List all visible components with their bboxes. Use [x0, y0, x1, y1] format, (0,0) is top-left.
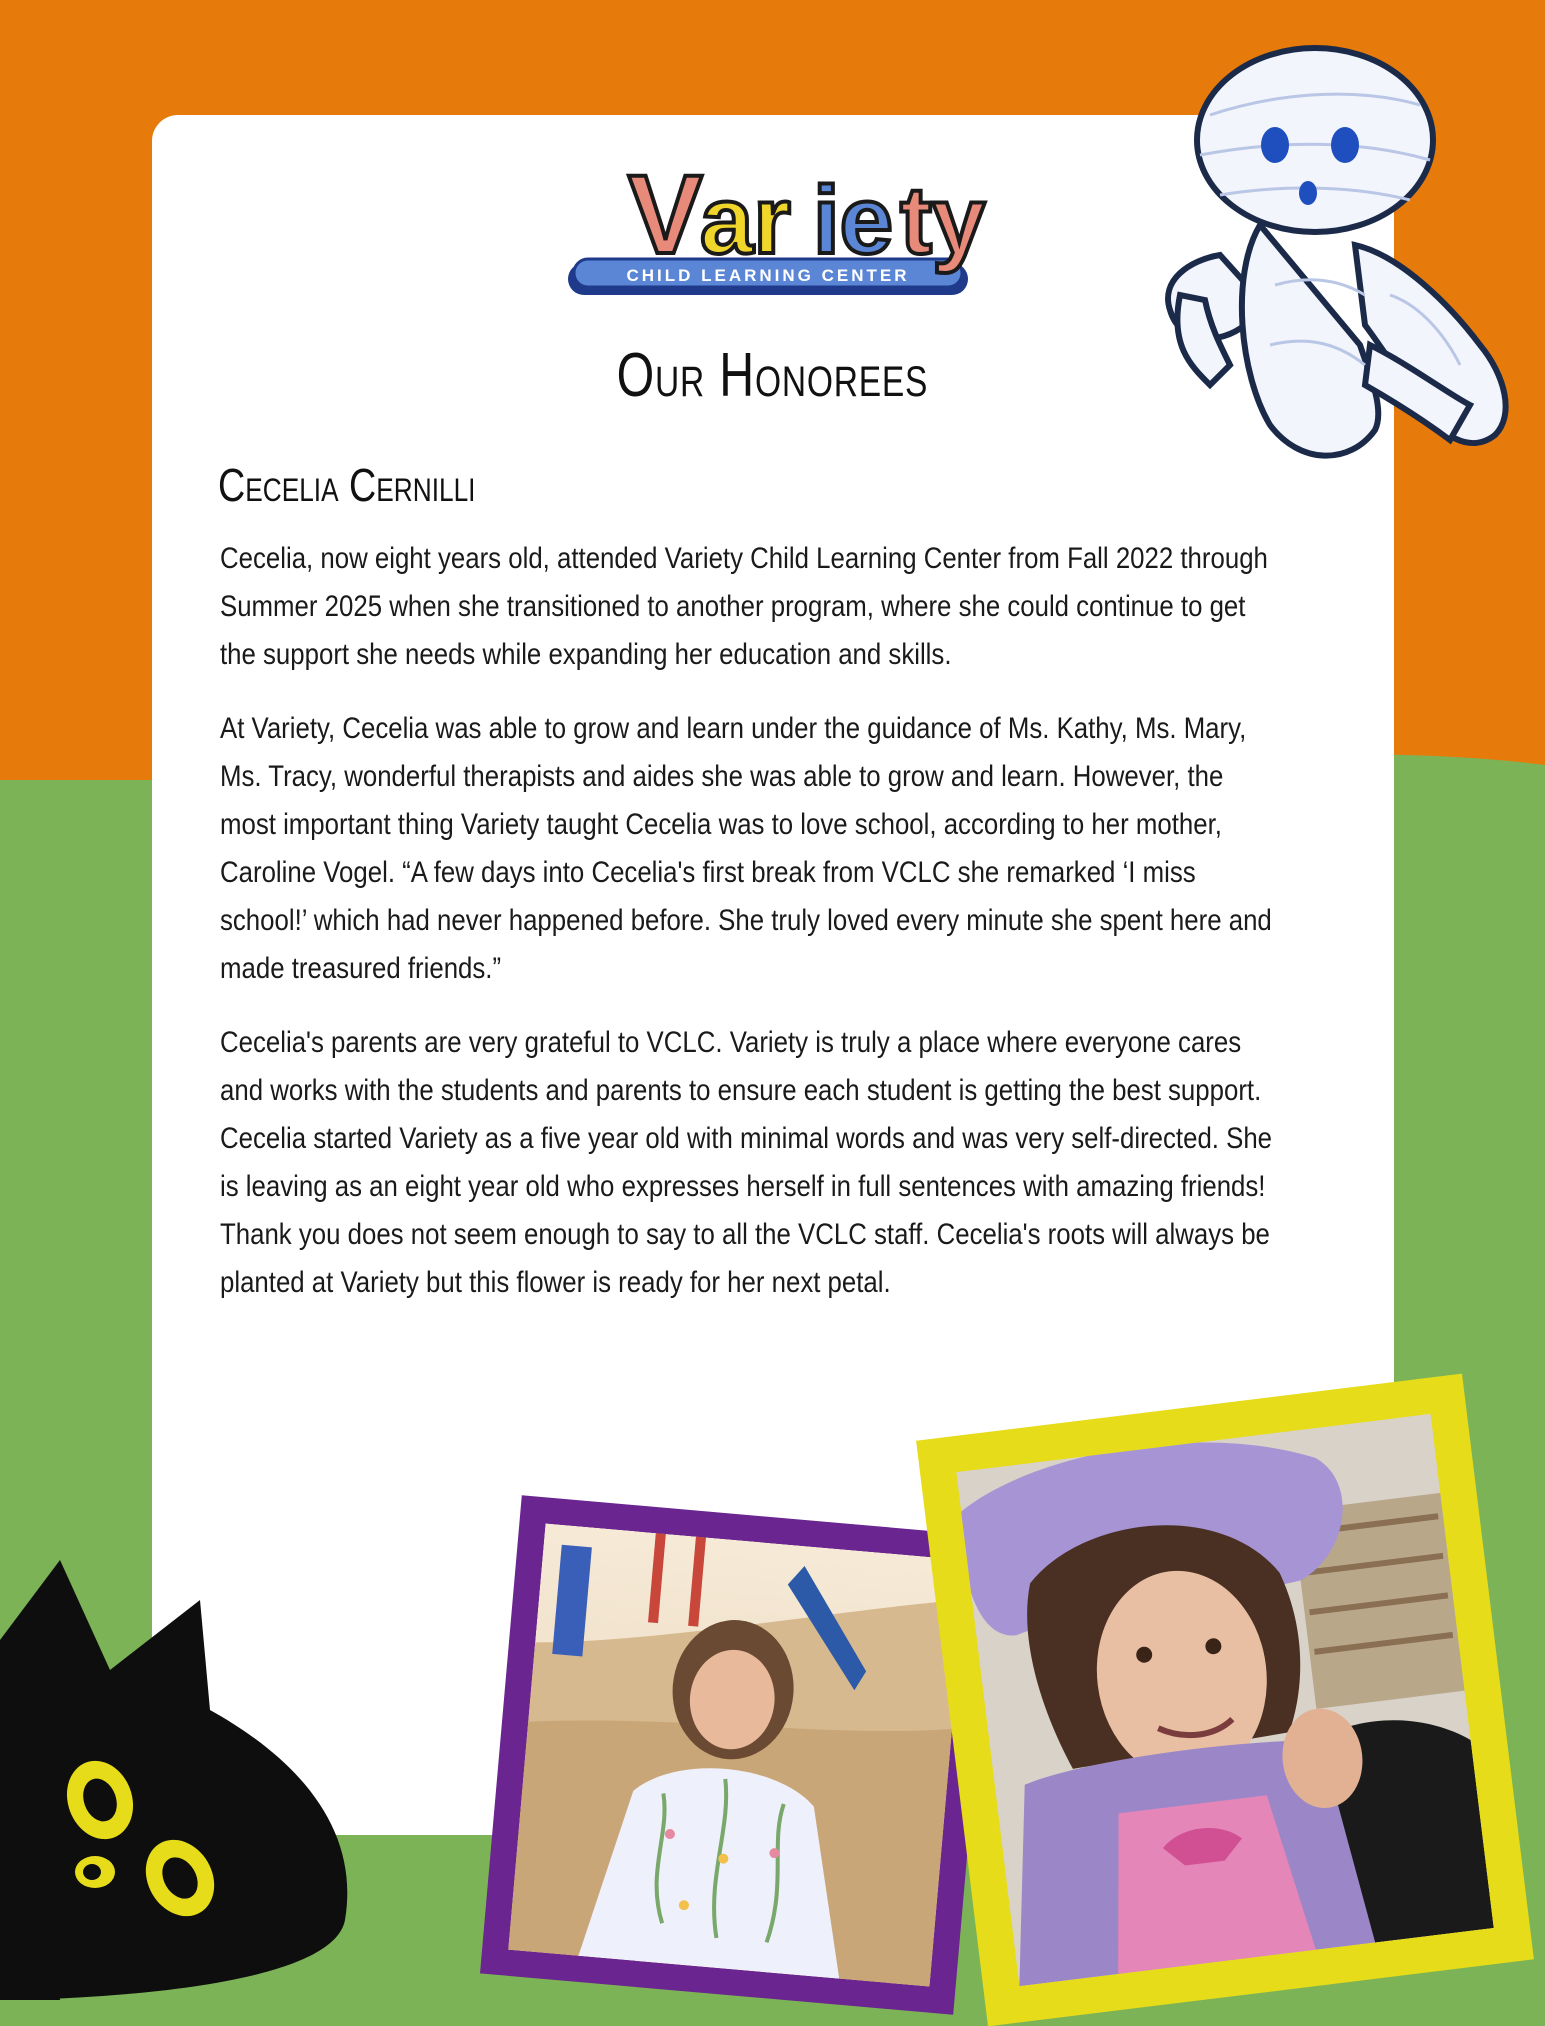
story-paragraph: Cecelia's parents are very grateful to VCLC. Variety is truly a place where everyone cares and works with the students and parents to ensure each student is getting the best support. Cecelia started Variety as a five year old with minimal words and was very self-directed. She is leaving as an eight year old who expresses herself in full sentences with amazing friends! Thank you does not seem enough to say to all the VCLC staff. Cecelia's roots will always be planted at Variety but this flower is ready for her next petal.: [220, 1026, 1273, 1299]
honoree-story: [220, 535, 1286, 1333]
variety-logo: [528, 135, 1008, 305]
story-paragraph: At Variety, Cecelia was able to grow and learn under the guidance of Ms. Kathy, Ms. Mary, Ms. Tracy, wonderful therapists and aides she was able to grow and learn. However, the most important thing Variety taught Cecelia was to love school, according to her mother, Caroline Vogel. “A few days into Cecelia's first break from VCLC she remarked ‘I miss school!’ which had never happened before. She truly loved every minute she spent here and made treasured friends.”: [220, 712, 1272, 985]
costume-photo-frame: [916, 1374, 1534, 2026]
svg-text:ie: ie: [813, 167, 894, 274]
svg-text:ar: ar: [700, 167, 791, 274]
story-paragraph: Cecelia, now eight years old, attended Variety Child Learning Center from Fall 2022 through Summer 2025 when she transitioned to another program, where she could continue to get the support she needs while expanding her education and skills.: [220, 542, 1268, 671]
costume-photo: [956, 1414, 1494, 1986]
svg-text:V: V: [628, 152, 703, 277]
page-title: Our Honorees: [616, 341, 929, 410]
logo-tagline: CHILD LEARNING CENTER: [626, 266, 910, 285]
black-cat-icon: [0, 1500, 360, 2000]
beach-photo-frame: [480, 1495, 995, 2015]
beach-photo: [508, 1523, 967, 1986]
honoree-name: Cecelia Cernilli: [218, 459, 476, 511]
mummy-icon: [1150, 45, 1525, 505]
svg-text:ty: ty: [900, 167, 986, 274]
